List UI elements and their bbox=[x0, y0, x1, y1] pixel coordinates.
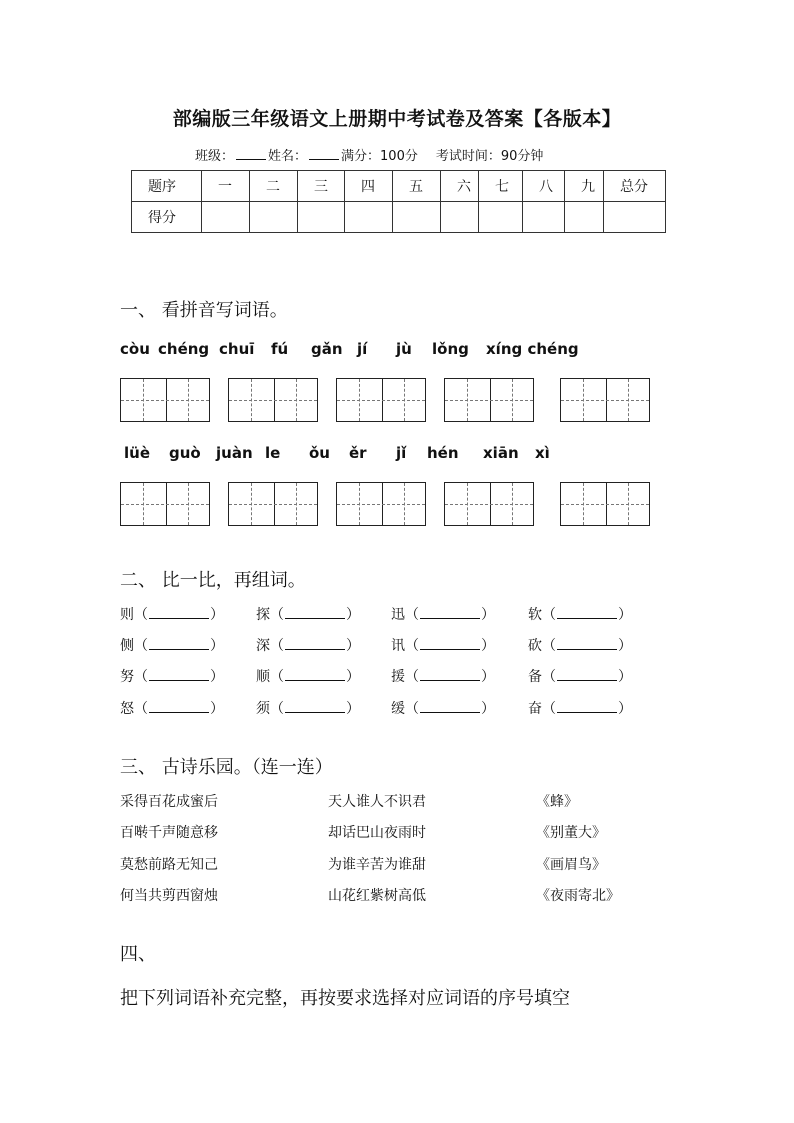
score-cell[interactable] bbox=[441, 202, 479, 233]
word-char: 努 bbox=[120, 669, 134, 685]
word-char: 怒 bbox=[120, 701, 134, 717]
writing-grid[interactable] bbox=[228, 378, 318, 422]
writing-grid[interactable] bbox=[336, 378, 426, 422]
answer-blank[interactable] bbox=[557, 637, 617, 650]
header-cell: 总分 bbox=[604, 171, 666, 202]
word-item bbox=[528, 635, 632, 655]
close-paren: ） bbox=[346, 669, 360, 685]
answer-blank[interactable] bbox=[420, 637, 480, 650]
writing-grid[interactable] bbox=[560, 378, 650, 422]
pinyin: ǒu bbox=[309, 444, 330, 462]
open-paren: （ bbox=[542, 669, 556, 685]
word-char: 砍 bbox=[528, 638, 542, 654]
score-cell[interactable] bbox=[393, 202, 441, 233]
word-item bbox=[120, 698, 224, 718]
score-cell[interactable] bbox=[250, 202, 298, 233]
open-paren: （ bbox=[405, 701, 419, 717]
section-3-heading: 三、 古诗乐园。（连一连） bbox=[120, 757, 333, 778]
word-item bbox=[256, 635, 360, 655]
word-char: 顺 bbox=[256, 669, 270, 685]
word-item bbox=[256, 604, 360, 624]
open-paren: （ bbox=[270, 669, 284, 685]
word-char: 侧 bbox=[120, 638, 134, 654]
pinyin: lüè bbox=[124, 444, 150, 462]
header-cell: 八 bbox=[523, 171, 565, 202]
open-paren: （ bbox=[134, 669, 148, 685]
class-label: 班级： bbox=[195, 149, 235, 164]
pinyin-row-1 bbox=[0, 340, 794, 360]
word-char: 讯 bbox=[391, 638, 405, 654]
word-char: 则 bbox=[120, 607, 134, 623]
name-blank[interactable] bbox=[309, 147, 339, 160]
score-cell[interactable] bbox=[345, 202, 393, 233]
open-paren: （ bbox=[542, 701, 556, 717]
word-char: 备 bbox=[528, 669, 542, 685]
header-cell: 题序 bbox=[132, 171, 202, 202]
pinyin: hén bbox=[427, 444, 459, 462]
pinyin: jí bbox=[357, 340, 368, 358]
poem-line-a[interactable]: 莫愁前路无知己 bbox=[120, 857, 218, 873]
answer-blank[interactable] bbox=[420, 668, 480, 681]
word-char: 奋 bbox=[528, 701, 542, 717]
pinyin: xiān bbox=[483, 444, 519, 462]
word-item bbox=[391, 698, 495, 718]
score-cell[interactable] bbox=[523, 202, 565, 233]
score-row bbox=[132, 202, 666, 233]
answer-blank[interactable] bbox=[420, 606, 480, 619]
close-paren: ） bbox=[210, 669, 224, 685]
score-cell[interactable] bbox=[202, 202, 250, 233]
open-paren: （ bbox=[405, 638, 419, 654]
open-paren: （ bbox=[134, 701, 148, 717]
close-paren: ） bbox=[481, 669, 495, 685]
close-paren: ） bbox=[481, 701, 495, 717]
word-item bbox=[256, 698, 360, 718]
close-paren: ） bbox=[481, 638, 495, 654]
pinyin-row-2 bbox=[0, 444, 794, 464]
answer-blank[interactable] bbox=[285, 637, 345, 650]
pinyin: gǎn bbox=[311, 340, 343, 358]
close-paren: ） bbox=[346, 638, 360, 654]
answer-blank[interactable] bbox=[285, 700, 345, 713]
poem-title[interactable]: 《别董大》 bbox=[536, 825, 606, 841]
pinyin: chéng bbox=[158, 340, 210, 358]
word-char: 迅 bbox=[391, 607, 405, 623]
section-2-heading: 二、 比一比，再组词。 bbox=[120, 570, 306, 591]
word-char: 缓 bbox=[391, 701, 405, 717]
score-cell[interactable] bbox=[479, 202, 523, 233]
open-paren: （ bbox=[270, 638, 284, 654]
close-paren: ） bbox=[618, 607, 632, 623]
word-item bbox=[391, 604, 495, 624]
close-paren: ） bbox=[210, 607, 224, 623]
writing-grid[interactable] bbox=[336, 482, 426, 526]
pinyin: le bbox=[265, 444, 281, 462]
header-cell: 四 bbox=[345, 171, 393, 202]
word-item bbox=[120, 666, 224, 686]
open-paren: （ bbox=[405, 669, 419, 685]
close-paren: ） bbox=[481, 607, 495, 623]
score-table bbox=[131, 170, 666, 233]
score-cell[interactable] bbox=[604, 202, 666, 233]
header-cell: 五 bbox=[393, 171, 441, 202]
score-cell[interactable] bbox=[298, 202, 345, 233]
score-header-row bbox=[132, 171, 666, 202]
poem-line-a[interactable]: 何当共剪西窗烛 bbox=[120, 888, 218, 904]
answer-blank[interactable] bbox=[149, 668, 209, 681]
pinyin: lǒng bbox=[432, 340, 469, 358]
close-paren: ） bbox=[346, 701, 360, 717]
pinyin: xíng chéng bbox=[486, 340, 579, 358]
poem-title[interactable]: 《夜雨寄北》 bbox=[536, 888, 620, 904]
close-paren: ） bbox=[618, 669, 632, 685]
poem-line-b[interactable]: 却话巴山夜雨时 bbox=[328, 825, 426, 841]
poem-line-b[interactable]: 天人谁人不识君 bbox=[328, 794, 426, 810]
writing-grid[interactable] bbox=[228, 482, 318, 526]
open-paren: （ bbox=[405, 607, 419, 623]
open-paren: （ bbox=[270, 607, 284, 623]
close-paren: ） bbox=[210, 638, 224, 654]
exam-info bbox=[195, 145, 543, 164]
answer-blank[interactable] bbox=[557, 700, 617, 713]
word-item bbox=[391, 635, 495, 655]
pinyin: chuī bbox=[219, 340, 255, 358]
section-4-heading: 四、 bbox=[120, 944, 156, 965]
answer-blank[interactable] bbox=[557, 668, 617, 681]
section-1-heading: 一、 看拼音写词语。 bbox=[120, 300, 288, 321]
writing-grid[interactable] bbox=[560, 482, 650, 526]
class-blank[interactable] bbox=[236, 147, 266, 160]
answer-blank[interactable] bbox=[285, 668, 345, 681]
close-paren: ） bbox=[618, 701, 632, 717]
score-cell[interactable] bbox=[565, 202, 604, 233]
answer-blank[interactable] bbox=[149, 700, 209, 713]
pinyin: juàn bbox=[216, 444, 253, 462]
writing-grid[interactable] bbox=[444, 378, 534, 422]
word-char: 探 bbox=[256, 607, 270, 623]
poem-title[interactable]: 《画眉鸟》 bbox=[536, 857, 606, 873]
close-paren: ） bbox=[346, 607, 360, 623]
writing-grid[interactable] bbox=[120, 378, 210, 422]
word-char: 软 bbox=[528, 607, 542, 623]
word-item bbox=[528, 666, 632, 686]
poem-line-a[interactable]: 百啭千声随意移 bbox=[120, 825, 218, 841]
full-score: 满分：100分 bbox=[341, 149, 418, 164]
header-cell: 三 bbox=[298, 171, 345, 202]
pinyin: jǐ bbox=[396, 444, 407, 462]
word-char: 援 bbox=[391, 669, 405, 685]
answer-blank[interactable] bbox=[149, 637, 209, 650]
exam-time: 考试时间：90分钟 bbox=[435, 149, 544, 164]
answer-blank[interactable] bbox=[557, 606, 617, 619]
answer-blank[interactable] bbox=[149, 606, 209, 619]
open-paren: （ bbox=[134, 638, 148, 654]
header-cell: 二 bbox=[250, 171, 298, 202]
open-paren: （ bbox=[270, 701, 284, 717]
word-item bbox=[256, 666, 360, 686]
pinyin: jù bbox=[396, 340, 412, 358]
answer-blank[interactable] bbox=[420, 700, 480, 713]
pinyin: fú bbox=[271, 340, 289, 358]
word-item bbox=[528, 604, 632, 624]
pinyin: guò bbox=[169, 444, 201, 462]
header-cell: 九 bbox=[565, 171, 604, 202]
header-cell: 一 bbox=[202, 171, 250, 202]
poem-line-b[interactable]: 为谁辛苦为谁甜 bbox=[328, 857, 426, 873]
open-paren: （ bbox=[134, 607, 148, 623]
word-char: 深 bbox=[256, 638, 270, 654]
poem-title[interactable]: 《蜂》 bbox=[536, 794, 578, 810]
writing-grid[interactable] bbox=[120, 482, 210, 526]
header-cell: 七 bbox=[479, 171, 523, 202]
poem-line-a[interactable]: 采得百花成蜜后 bbox=[120, 794, 218, 810]
open-paren: （ bbox=[542, 638, 556, 654]
name-label: 姓名： bbox=[268, 149, 308, 164]
word-item bbox=[528, 698, 632, 718]
pinyin: ěr bbox=[349, 444, 367, 462]
word-item bbox=[120, 635, 224, 655]
word-char: 须 bbox=[256, 701, 270, 717]
writing-grid[interactable] bbox=[444, 482, 534, 526]
close-paren: ） bbox=[618, 638, 632, 654]
answer-blank[interactable] bbox=[285, 606, 345, 619]
open-paren: （ bbox=[542, 607, 556, 623]
page-title: 部编版三年级语文上册期中考试卷及答案【各版本】 bbox=[172, 108, 622, 130]
pinyin: xì bbox=[535, 444, 550, 462]
pinyin: còu bbox=[120, 340, 150, 358]
score-row-label: 得分 bbox=[132, 202, 202, 233]
header-cell: 六 bbox=[441, 171, 479, 202]
section-4-instruction: 把下列词语补充完整，再按要求选择对应词语的序号填空 bbox=[120, 988, 570, 1009]
word-item bbox=[120, 604, 224, 624]
word-item bbox=[391, 666, 495, 686]
poem-line-b[interactable]: 山花红紫树高低 bbox=[328, 888, 426, 904]
close-paren: ） bbox=[210, 701, 224, 717]
